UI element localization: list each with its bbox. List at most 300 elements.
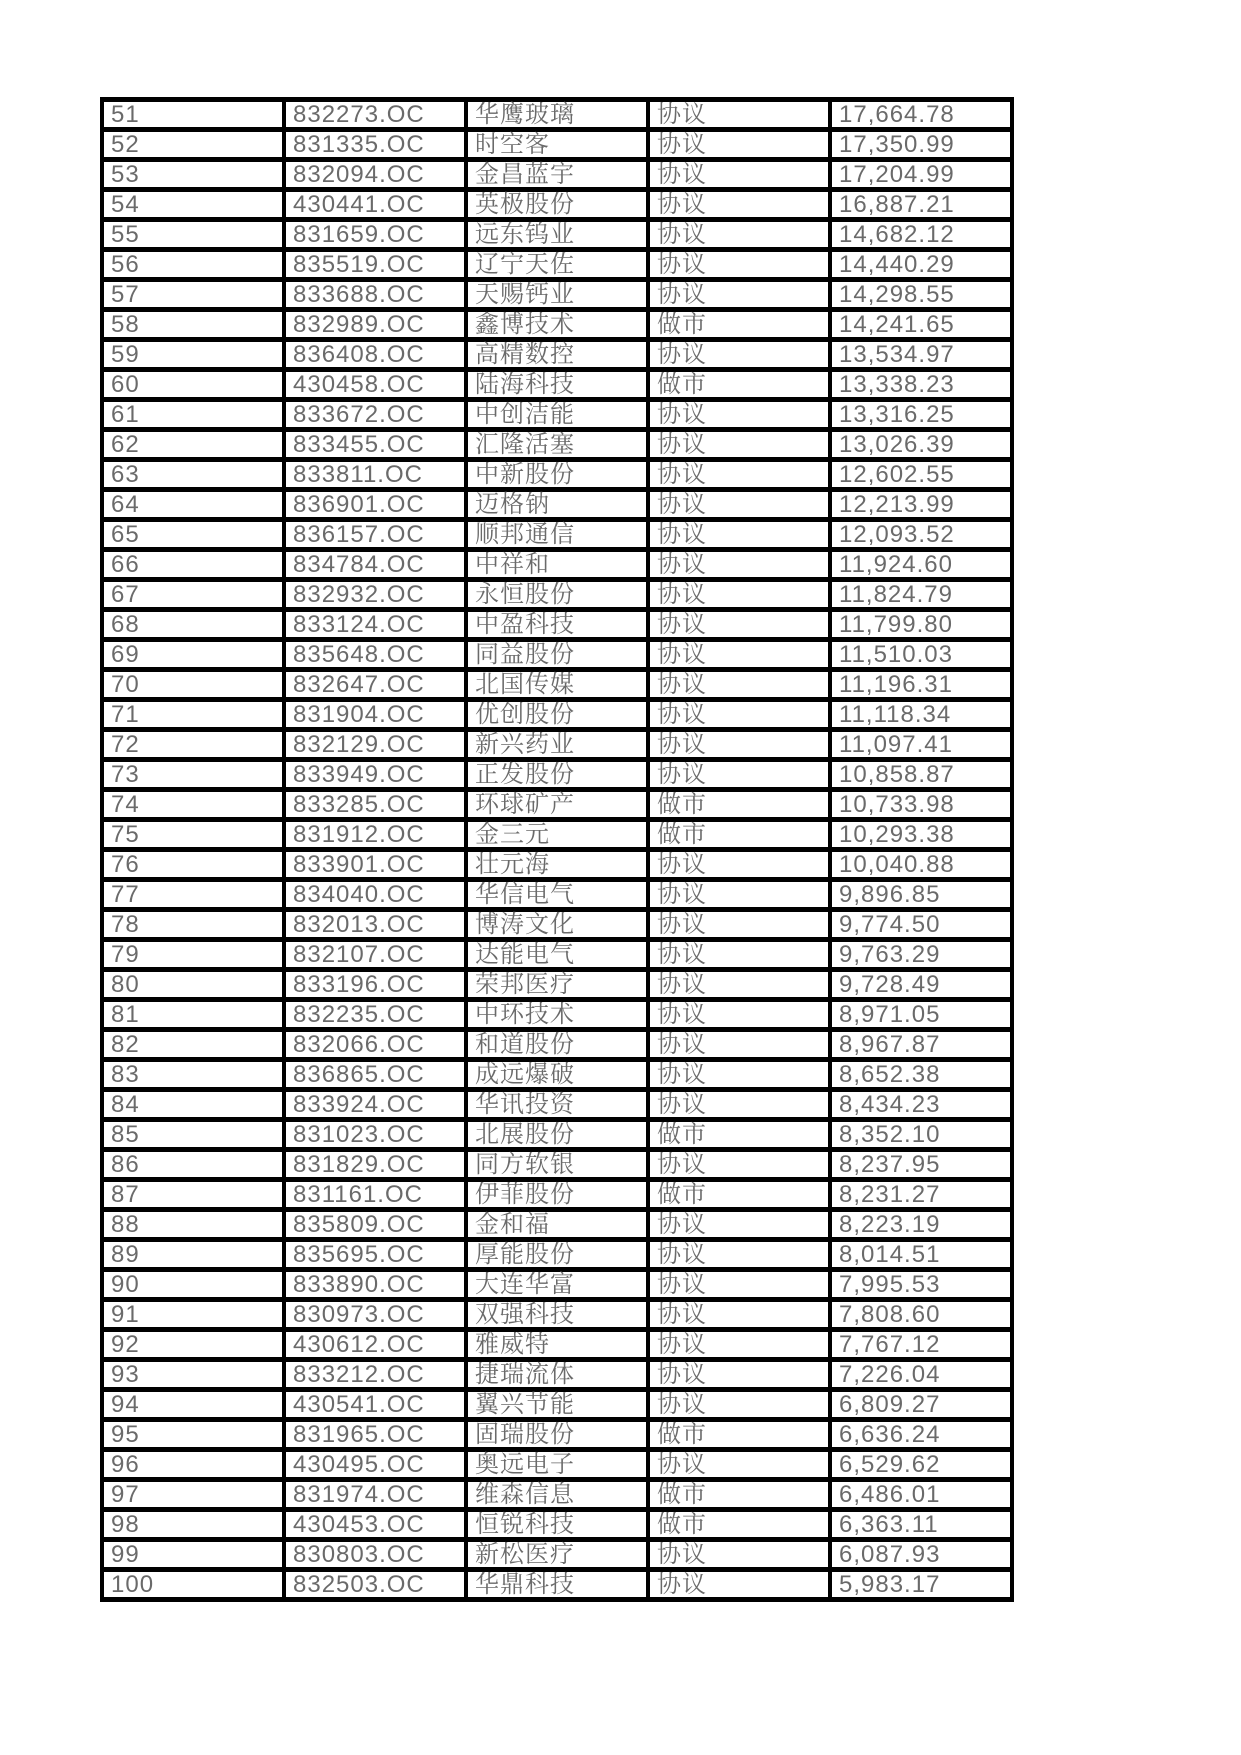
stock-code-cell: 836408.OC [284, 340, 466, 370]
company-name-cell: 时空客 [466, 130, 648, 160]
company-name-cell: 金和福 [466, 1210, 648, 1240]
transfer-type-cell: 做市 [648, 1510, 830, 1540]
amount-cell: 14,241.65 [830, 310, 1012, 340]
stock-code-cell: 831965.OC [284, 1420, 466, 1450]
table-row [102, 1330, 1012, 1360]
rank-cell: 74 [102, 790, 284, 820]
rank-cell: 92 [102, 1330, 284, 1360]
rank-cell: 83 [102, 1060, 284, 1090]
transfer-type-cell: 协议 [648, 1390, 830, 1420]
table-row [102, 820, 1012, 850]
stock-code-cell: 832273.OC [284, 100, 466, 130]
amount-cell: 13,338.23 [830, 370, 1012, 400]
table-row [102, 1150, 1012, 1180]
rank-cell: 99 [102, 1540, 284, 1570]
rank-cell: 73 [102, 760, 284, 790]
company-name-cell: 壮元海 [466, 850, 648, 880]
amount-cell: 9,728.49 [830, 970, 1012, 1000]
table-row [102, 370, 1012, 400]
table-row [102, 1480, 1012, 1510]
rank-cell: 66 [102, 550, 284, 580]
table-row [102, 610, 1012, 640]
stock-ranking-table [100, 97, 1014, 1602]
company-name-cell: 辽宁天佐 [466, 250, 648, 280]
rank-cell: 93 [102, 1360, 284, 1390]
rank-cell: 55 [102, 220, 284, 250]
table-row [102, 520, 1012, 550]
stock-code-cell: 430541.OC [284, 1390, 466, 1420]
rank-cell: 95 [102, 1420, 284, 1450]
table-row [102, 1390, 1012, 1420]
table-row [102, 400, 1012, 430]
rank-cell: 82 [102, 1030, 284, 1060]
amount-cell: 5,983.17 [830, 1570, 1012, 1600]
rank-cell: 80 [102, 970, 284, 1000]
transfer-type-cell: 协议 [648, 1240, 830, 1270]
amount-cell: 7,767.12 [830, 1330, 1012, 1360]
stock-code-cell: 833901.OC [284, 850, 466, 880]
stock-code-cell: 832647.OC [284, 670, 466, 700]
transfer-type-cell: 协议 [648, 670, 830, 700]
stock-code-cell: 833196.OC [284, 970, 466, 1000]
table-row [102, 430, 1012, 460]
transfer-type-cell: 做市 [648, 1420, 830, 1450]
amount-cell: 8,352.10 [830, 1120, 1012, 1150]
amount-cell: 9,774.50 [830, 910, 1012, 940]
company-name-cell: 华鼎科技 [466, 1570, 648, 1600]
transfer-type-cell: 协议 [648, 1090, 830, 1120]
company-name-cell: 永恒股份 [466, 580, 648, 610]
stock-code-cell: 832107.OC [284, 940, 466, 970]
transfer-type-cell: 做市 [648, 1480, 830, 1510]
table-row [102, 310, 1012, 340]
transfer-type-cell: 协议 [648, 940, 830, 970]
table-row [102, 1240, 1012, 1270]
table-row [102, 220, 1012, 250]
company-name-cell: 中盈科技 [466, 610, 648, 640]
amount-cell: 8,237.95 [830, 1150, 1012, 1180]
rank-cell: 81 [102, 1000, 284, 1030]
company-name-cell: 双强科技 [466, 1300, 648, 1330]
stock-code-cell: 833924.OC [284, 1090, 466, 1120]
stock-code-cell: 832235.OC [284, 1000, 466, 1030]
company-name-cell: 金三元 [466, 820, 648, 850]
transfer-type-cell: 协议 [648, 130, 830, 160]
amount-cell: 10,040.88 [830, 850, 1012, 880]
company-name-cell: 金昌蓝宇 [466, 160, 648, 190]
company-name-cell: 厚能股份 [466, 1240, 648, 1270]
rank-cell: 57 [102, 280, 284, 310]
transfer-type-cell: 协议 [648, 1360, 830, 1390]
stock-code-cell: 831161.OC [284, 1180, 466, 1210]
table-row [102, 1540, 1012, 1570]
table-row [102, 1090, 1012, 1120]
table-row [102, 1270, 1012, 1300]
stock-code-cell: 831335.OC [284, 130, 466, 160]
company-name-cell: 捷瑞流体 [466, 1360, 648, 1390]
transfer-type-cell: 做市 [648, 370, 830, 400]
stock-code-cell: 430495.OC [284, 1450, 466, 1480]
amount-cell: 8,967.87 [830, 1030, 1012, 1060]
table-row [102, 790, 1012, 820]
company-name-cell: 新松医疗 [466, 1540, 648, 1570]
stock-code-cell: 834784.OC [284, 550, 466, 580]
transfer-type-cell: 协议 [648, 700, 830, 730]
rank-cell: 68 [102, 610, 284, 640]
rank-cell: 62 [102, 430, 284, 460]
rank-cell: 67 [102, 580, 284, 610]
stock-code-cell: 834040.OC [284, 880, 466, 910]
table-row [102, 640, 1012, 670]
company-name-cell: 和道股份 [466, 1030, 648, 1060]
transfer-type-cell: 协议 [648, 1450, 830, 1480]
stock-code-cell: 833455.OC [284, 430, 466, 460]
stock-code-cell: 430458.OC [284, 370, 466, 400]
amount-cell: 17,664.78 [830, 100, 1012, 130]
stock-code-cell: 833688.OC [284, 280, 466, 310]
rank-cell: 94 [102, 1390, 284, 1420]
transfer-type-cell: 做市 [648, 310, 830, 340]
company-name-cell: 中祥和 [466, 550, 648, 580]
stock-code-cell: 835695.OC [284, 1240, 466, 1270]
company-name-cell: 中创洁能 [466, 400, 648, 430]
rank-cell: 51 [102, 100, 284, 130]
rank-cell: 79 [102, 940, 284, 970]
company-name-cell: 大连华富 [466, 1270, 648, 1300]
table-row [102, 1060, 1012, 1090]
table-row [102, 850, 1012, 880]
table-row [102, 580, 1012, 610]
stock-code-cell: 836865.OC [284, 1060, 466, 1090]
table-row [102, 1180, 1012, 1210]
amount-cell: 11,118.34 [830, 700, 1012, 730]
amount-cell: 12,213.99 [830, 490, 1012, 520]
table-row [102, 490, 1012, 520]
company-name-cell: 恒锐科技 [466, 1510, 648, 1540]
amount-cell: 12,602.55 [830, 460, 1012, 490]
transfer-type-cell: 协议 [648, 760, 830, 790]
transfer-type-cell: 协议 [648, 100, 830, 130]
transfer-type-cell: 协议 [648, 520, 830, 550]
table-row [102, 1030, 1012, 1060]
transfer-type-cell: 协议 [648, 850, 830, 880]
stock-code-cell: 831829.OC [284, 1150, 466, 1180]
amount-cell: 14,682.12 [830, 220, 1012, 250]
table-row [102, 730, 1012, 760]
rank-cell: 90 [102, 1270, 284, 1300]
company-name-cell: 达能电气 [466, 940, 648, 970]
amount-cell: 16,887.21 [830, 190, 1012, 220]
stock-code-cell: 833672.OC [284, 400, 466, 430]
stock-code-cell: 832503.OC [284, 1570, 466, 1600]
company-name-cell: 成远爆破 [466, 1060, 648, 1090]
rank-cell: 97 [102, 1480, 284, 1510]
stock-code-cell: 835519.OC [284, 250, 466, 280]
rank-cell: 53 [102, 160, 284, 190]
rank-cell: 77 [102, 880, 284, 910]
rank-cell: 70 [102, 670, 284, 700]
transfer-type-cell: 做市 [648, 790, 830, 820]
rank-cell: 89 [102, 1240, 284, 1270]
company-name-cell: 华鹰玻璃 [466, 100, 648, 130]
table-row [102, 1420, 1012, 1450]
table-row [102, 250, 1012, 280]
table-row [102, 160, 1012, 190]
rank-cell: 100 [102, 1570, 284, 1600]
table-row [102, 460, 1012, 490]
company-name-cell: 英极股份 [466, 190, 648, 220]
rank-cell: 58 [102, 310, 284, 340]
stock-code-cell: 430441.OC [284, 190, 466, 220]
rank-cell: 56 [102, 250, 284, 280]
amount-cell: 9,763.29 [830, 940, 1012, 970]
amount-cell: 14,298.55 [830, 280, 1012, 310]
amount-cell: 11,510.03 [830, 640, 1012, 670]
stock-code-cell: 832932.OC [284, 580, 466, 610]
company-name-cell: 优创股份 [466, 700, 648, 730]
transfer-type-cell: 协议 [648, 220, 830, 250]
amount-cell: 6,529.62 [830, 1450, 1012, 1480]
amount-cell: 13,026.39 [830, 430, 1012, 460]
transfer-type-cell: 协议 [648, 400, 830, 430]
amount-cell: 6,087.93 [830, 1540, 1012, 1570]
table-row [102, 670, 1012, 700]
transfer-type-cell: 协议 [648, 970, 830, 1000]
transfer-type-cell: 协议 [648, 1300, 830, 1330]
amount-cell: 17,350.99 [830, 130, 1012, 160]
transfer-type-cell: 协议 [648, 580, 830, 610]
amount-cell: 9,896.85 [830, 880, 1012, 910]
table-row [102, 940, 1012, 970]
amount-cell: 10,733.98 [830, 790, 1012, 820]
transfer-type-cell: 协议 [648, 1330, 830, 1360]
table-row [102, 340, 1012, 370]
table-row [102, 1360, 1012, 1390]
stock-code-cell: 833285.OC [284, 790, 466, 820]
transfer-type-cell: 协议 [648, 550, 830, 580]
amount-cell: 10,293.38 [830, 820, 1012, 850]
table-row [102, 1450, 1012, 1480]
transfer-type-cell: 协议 [648, 250, 830, 280]
stock-code-cell: 831912.OC [284, 820, 466, 850]
amount-cell: 7,995.53 [830, 1270, 1012, 1300]
company-name-cell: 博涛文化 [466, 910, 648, 940]
company-name-cell: 迈格钠 [466, 490, 648, 520]
stock-code-cell: 833811.OC [284, 460, 466, 490]
rank-cell: 72 [102, 730, 284, 760]
transfer-type-cell: 协议 [648, 490, 830, 520]
amount-cell: 17,204.99 [830, 160, 1012, 190]
transfer-type-cell: 协议 [648, 340, 830, 370]
rank-cell: 76 [102, 850, 284, 880]
company-name-cell: 奥远电子 [466, 1450, 648, 1480]
amount-cell: 13,534.97 [830, 340, 1012, 370]
stock-code-cell: 832094.OC [284, 160, 466, 190]
stock-code-cell: 831904.OC [284, 700, 466, 730]
table-row [102, 1000, 1012, 1030]
rank-cell: 59 [102, 340, 284, 370]
stock-code-cell: 830803.OC [284, 1540, 466, 1570]
stock-code-cell: 833890.OC [284, 1270, 466, 1300]
transfer-type-cell: 协议 [648, 1270, 830, 1300]
transfer-type-cell: 协议 [648, 730, 830, 760]
amount-cell: 11,097.41 [830, 730, 1012, 760]
table-row [102, 190, 1012, 220]
company-name-cell: 中环技术 [466, 1000, 648, 1030]
table-row [102, 130, 1012, 160]
amount-cell: 14,440.29 [830, 250, 1012, 280]
table-row [102, 1300, 1012, 1330]
rank-cell: 98 [102, 1510, 284, 1540]
company-name-cell: 天赐钙业 [466, 280, 648, 310]
amount-cell: 8,652.38 [830, 1060, 1012, 1090]
company-name-cell: 华信电气 [466, 880, 648, 910]
company-name-cell: 同益股份 [466, 640, 648, 670]
transfer-type-cell: 协议 [648, 640, 830, 670]
rank-cell: 69 [102, 640, 284, 670]
amount-cell: 6,486.01 [830, 1480, 1012, 1510]
transfer-type-cell: 协议 [648, 430, 830, 460]
amount-cell: 7,226.04 [830, 1360, 1012, 1390]
stock-code-cell: 831974.OC [284, 1480, 466, 1510]
rank-cell: 88 [102, 1210, 284, 1240]
stock-code-cell: 430612.OC [284, 1330, 466, 1360]
stock-code-cell: 835648.OC [284, 640, 466, 670]
amount-cell: 8,434.23 [830, 1090, 1012, 1120]
stock-code-cell: 831659.OC [284, 220, 466, 250]
table-row [102, 700, 1012, 730]
rank-cell: 85 [102, 1120, 284, 1150]
amount-cell: 7,808.60 [830, 1300, 1012, 1330]
transfer-type-cell: 协议 [648, 1030, 830, 1060]
rank-cell: 86 [102, 1150, 284, 1180]
table-row [102, 100, 1012, 130]
rank-cell: 63 [102, 460, 284, 490]
transfer-type-cell: 协议 [648, 1210, 830, 1240]
stock-code-cell: 831023.OC [284, 1120, 466, 1150]
company-name-cell: 顺邦通信 [466, 520, 648, 550]
rank-cell: 61 [102, 400, 284, 430]
amount-cell: 13,316.25 [830, 400, 1012, 430]
table-row [102, 550, 1012, 580]
stock-code-cell: 832129.OC [284, 730, 466, 760]
transfer-type-cell: 协议 [648, 1150, 830, 1180]
company-name-cell: 正发股份 [466, 760, 648, 790]
rank-cell: 87 [102, 1180, 284, 1210]
table-row [102, 280, 1012, 310]
rank-cell: 60 [102, 370, 284, 400]
rank-cell: 75 [102, 820, 284, 850]
stock-code-cell: 836901.OC [284, 490, 466, 520]
stock-code-cell: 833212.OC [284, 1360, 466, 1390]
transfer-type-cell: 做市 [648, 1180, 830, 1210]
transfer-type-cell: 协议 [648, 610, 830, 640]
company-name-cell: 陆海科技 [466, 370, 648, 400]
stock-code-cell: 430453.OC [284, 1510, 466, 1540]
company-name-cell: 固瑞股份 [466, 1420, 648, 1450]
stock-code-cell: 832066.OC [284, 1030, 466, 1060]
transfer-type-cell: 协议 [648, 1540, 830, 1570]
rank-cell: 65 [102, 520, 284, 550]
company-name-cell: 汇隆活塞 [466, 430, 648, 460]
stock-code-cell: 830973.OC [284, 1300, 466, 1330]
stock-code-cell: 833124.OC [284, 610, 466, 640]
rank-cell: 91 [102, 1300, 284, 1330]
rank-cell: 78 [102, 910, 284, 940]
company-name-cell: 同方软银 [466, 1150, 648, 1180]
transfer-type-cell: 协议 [648, 190, 830, 220]
amount-cell: 11,196.31 [830, 670, 1012, 700]
table-row [102, 970, 1012, 1000]
stock-code-cell: 835809.OC [284, 1210, 466, 1240]
company-name-cell: 远东钨业 [466, 220, 648, 250]
transfer-type-cell: 协议 [648, 1570, 830, 1600]
transfer-type-cell: 协议 [648, 160, 830, 190]
stock-code-cell: 833949.OC [284, 760, 466, 790]
transfer-type-cell: 做市 [648, 820, 830, 850]
table-row [102, 1570, 1012, 1600]
transfer-type-cell: 做市 [648, 1120, 830, 1150]
company-name-cell: 伊菲股份 [466, 1180, 648, 1210]
company-name-cell: 环球矿产 [466, 790, 648, 820]
company-name-cell: 翼兴节能 [466, 1390, 648, 1420]
rank-cell: 54 [102, 190, 284, 220]
amount-cell: 8,014.51 [830, 1240, 1012, 1270]
rank-cell: 96 [102, 1450, 284, 1480]
amount-cell: 8,971.05 [830, 1000, 1012, 1030]
amount-cell: 11,924.60 [830, 550, 1012, 580]
company-name-cell: 华讯投资 [466, 1090, 648, 1120]
company-name-cell: 维森信息 [466, 1480, 648, 1510]
amount-cell: 11,799.80 [830, 610, 1012, 640]
table-row [102, 880, 1012, 910]
table-row [102, 1120, 1012, 1150]
company-name-cell: 北展股份 [466, 1120, 648, 1150]
table-row [102, 1210, 1012, 1240]
table-row [102, 760, 1012, 790]
transfer-type-cell: 协议 [648, 460, 830, 490]
rank-cell: 71 [102, 700, 284, 730]
transfer-type-cell: 协议 [648, 910, 830, 940]
amount-cell: 6,809.27 [830, 1390, 1012, 1420]
amount-cell: 12,093.52 [830, 520, 1012, 550]
amount-cell: 8,223.19 [830, 1210, 1012, 1240]
rank-cell: 84 [102, 1090, 284, 1120]
rank-cell: 52 [102, 130, 284, 160]
amount-cell: 6,636.24 [830, 1420, 1012, 1450]
amount-cell: 6,363.11 [830, 1510, 1012, 1540]
stock-code-cell: 832989.OC [284, 310, 466, 340]
company-name-cell: 荣邦医疗 [466, 970, 648, 1000]
amount-cell: 10,858.87 [830, 760, 1012, 790]
transfer-type-cell: 协议 [648, 280, 830, 310]
company-name-cell: 高精数控 [466, 340, 648, 370]
company-name-cell: 中新股份 [466, 460, 648, 490]
stock-code-cell: 836157.OC [284, 520, 466, 550]
transfer-type-cell: 协议 [648, 880, 830, 910]
stock-ranking-table-body [102, 100, 1012, 1600]
table-row [102, 1510, 1012, 1540]
company-name-cell: 新兴药业 [466, 730, 648, 760]
transfer-type-cell: 协议 [648, 1000, 830, 1030]
transfer-type-cell: 协议 [648, 1060, 830, 1090]
table-row [102, 910, 1012, 940]
amount-cell: 11,824.79 [830, 580, 1012, 610]
company-name-cell: 北国传媒 [466, 670, 648, 700]
company-name-cell: 鑫博技术 [466, 310, 648, 340]
amount-cell: 8,231.27 [830, 1180, 1012, 1210]
rank-cell: 64 [102, 490, 284, 520]
